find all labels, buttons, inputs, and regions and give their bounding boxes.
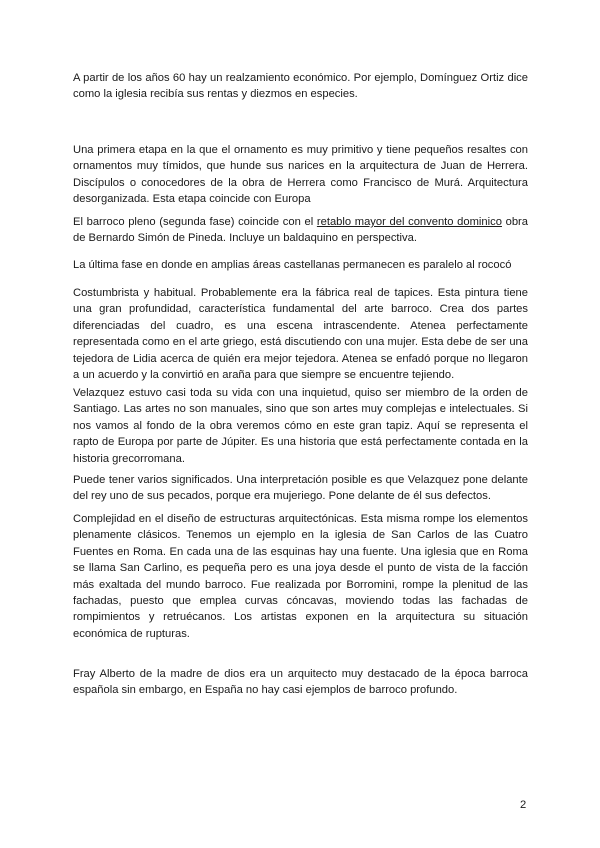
paragraph-architecture: Complejidad en el diseño de estructuras arquitectónicas. Esta misma rompe los elementos plenamente clásicos. Tenemos un ejemplo en la iglesia de San Carlos de las Cuatro Fuentes en Roma. En cada una de las esquinas hay una fuente. Una iglesia que en Roma se llama San Carlino, es pequeña pero es una joya desde el punto de vista de la facción más exaltada del mundo barroco. Fue realizada por Borromini, rompe la plenitud de las fachadas, puesto que emplea curvas cóncavas, moviendo todas las fachadas de rompimientos y retruécanos. Los artistas exponen en la arquitectura su situación económica de rupturas. <box>73 513 528 640</box>
paragraph-meanings: Puede tener varios significados. Una interpretación posible es que Velazquez pone delante del rey uno de sus pecados, porque era mujeriego. Pone delante de él sus defectos. <box>73 474 528 503</box>
paragraph-velazquez: Velazquez estuvo casi toda su vida con una inquietud, quiso ser miembro de la orden de Santiago. Las artes no son manuales, sino que son artes muy complejas e intelectuales. Si nos vamos al fondo de la obra veremos cómo en este gran tapiz. Aquí se representa el rapto de Europa por parte de Júpiter. Es una historia que está perfectamente contada en la historia grecorromana. <box>73 387 528 465</box>
paragraph-tapestry: Costumbrista y habitual. Probablemente era la fábrica real de tapices. Esta pintura tiene una gran profundidad, característica fundamental del arte barroco. Crea dos partes diferenciadas del cuadro, es una escena intrascendente. Atenea perfectamente representada como en el arte griego, está discutiendo con una mujer. Esta debe de ser una tejedora de Lidia acerca de quién era mejor tejedora. Atenea se enfadó porque no llegaron a un acuerdo y la convirtió en araña para que siempre se encuentre tejiendo. <box>73 287 528 382</box>
paragraph-economic-revival: A partir de los años 60 hay un realzamiento económico. Por ejemplo, Domínguez Ortiz dice como la iglesia recibía sus rentas y diezmos en especies. <box>73 72 528 101</box>
paragraph-first-stage: Una primera etapa en la que el ornamento es muy primitivo y tiene pequeños resaltes con ornamentos muy tímidos, que hunde sus narices en la arquitectura de Juan de Herrera. Discípulos o conocedores de la obra de Herrera como Francisco de Murá. Arquitectura desorganizada. Esta etapa coincide con Europa <box>73 144 528 206</box>
paragraph-full-baroque-text-before: El barroco pleno (segunda fase) coincide con el <box>73 216 317 228</box>
paragraph-full-baroque-text-after: obra de Bernardo Simón de Pineda. Incluye un baldaquino en perspectiva. <box>73 216 529 245</box>
paragraph-fray-alberto: Fray Alberto de la madre de dios era un arquitecto muy destacado de la época barroca española sin embargo, en España no hay casi ejemplos de barroco profundo. <box>73 668 528 697</box>
page-number: 2 <box>520 799 527 811</box>
retablo-link[interactable]: retablo mayor del convento dominico <box>316 216 502 228</box>
paragraph-last-stage: La última fase en donde en amplias áreas castellanas permanecen es paralelo al rococó <box>73 259 512 271</box>
paragraph-full-baroque <box>73 214 528 247</box>
